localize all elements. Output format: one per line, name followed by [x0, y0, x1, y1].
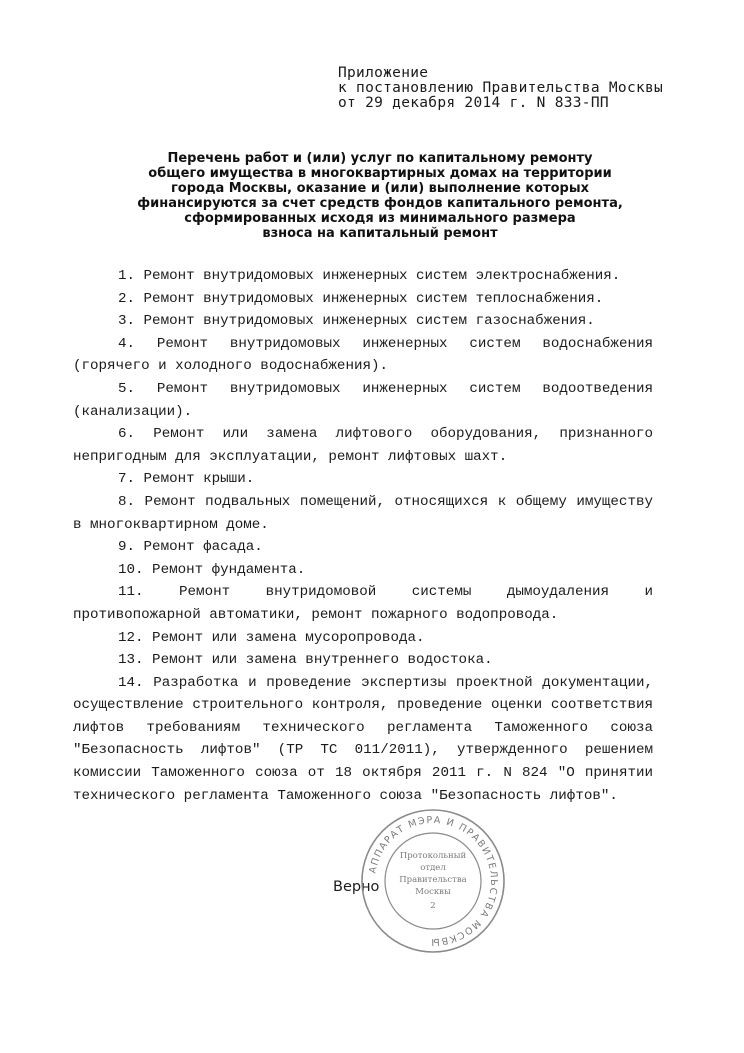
- annex-header: [338, 66, 663, 111]
- list-item: 2. Ремонт внутридомовых инженерных систем теплоснабжения.: [118, 290, 604, 307]
- list-item: 1. Ремонт внутридомовых инженерных систем электроснабжения.: [118, 268, 621, 284]
- title-line: взноса на капитальный ремонт: [262, 226, 498, 241]
- list-item: 8. Ремонт подвальных помещений, относящихся к общему имуществу в многоквартирном доме.: [73, 493, 653, 533]
- list-item: 12. Ремонт или замена мусоропровода.: [118, 629, 425, 646]
- stamp-inner-line: отдел: [420, 863, 446, 873]
- title-line: Перечень работ и (или) услуг по капитальному ремонту: [167, 151, 593, 166]
- stamp-ring-textpath: АППАРАТ МЭРА И ПРАВИТЕЛЬСТВА МОСКВЫ: [367, 814, 500, 948]
- works-list: [73, 265, 653, 807]
- annex-line-1: Приложение: [338, 65, 429, 81]
- title-line: финансируются за счет средств фондов капитального ремонта,: [137, 196, 623, 211]
- list-item: 10. Ремонт фундамента.: [118, 561, 306, 578]
- list-item: 4. Ремонт внутридомовых инженерных систем водоснабжения (горячего и холодного водоснабжения).: [73, 335, 653, 375]
- list-item: 9. Ремонт фасада.: [118, 539, 263, 556]
- title-line: сформированных исходя из минимального размера: [184, 211, 576, 226]
- list-item: 6. Ремонт или замена лифтового оборудования, признанного непригодным для эксплуатации, ремонт лифтовых шахт.: [73, 426, 653, 465]
- stamp-number: 2: [430, 901, 436, 911]
- list-item: 3. Ремонт внутридомовых инженерных систем газоснабжения.: [118, 313, 595, 330]
- annex-line-3: от 29 декабря 2014 г. N 833-ПП: [338, 95, 609, 111]
- title-line: общего имущества в многоквартирных домах на территории: [148, 166, 612, 181]
- verno-label: Верно: [333, 879, 380, 895]
- stamp-inner-line: Правительства: [399, 875, 467, 885]
- list-item: 7. Ремонт крыши.: [118, 471, 255, 488]
- title-line: города Москвы, оказание и (или) выполнение которых: [171, 181, 589, 196]
- annex-line-2: к постановлению Правительства Москвы: [338, 80, 664, 96]
- official-stamp: [358, 806, 508, 956]
- stamp-inner-line: Протокольный: [399, 851, 467, 861]
- list-item: 5. Ремонт внутридомовых инженерных систем водоотведения (канализации).: [73, 380, 653, 420]
- list-item: 14. Разработка и проведение экспертизы проектной документации, осуществление строительного контроля, проведение оценки соответствия лифтов требованиям технического регламента Таможенного союза "Безопасность лифтов" (ТР ТС 011/2011), утвержденного решением комиссии Таможенного союза от 18 октября 2011 г. N 824 "О принятии технического регламента Таможенного союза "Безопасность лифтов".: [73, 674, 653, 804]
- stamp-inner-line: Москвы: [415, 887, 451, 897]
- list-item: 13. Ремонт или замена внутреннего водостока.: [118, 652, 493, 669]
- document-title: [90, 151, 670, 241]
- list-item: 11. Ремонт внутридомовой системы дымоудаления и противопожарной автоматики, ремонт пожарного водопровода.: [73, 584, 653, 623]
